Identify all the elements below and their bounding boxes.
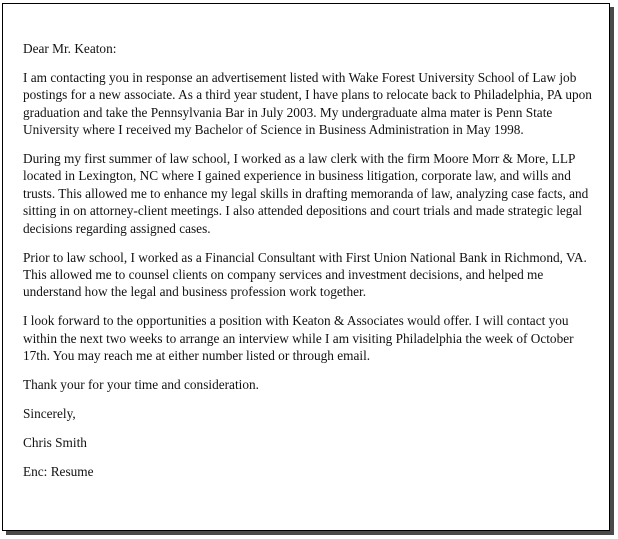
paragraph-law-clerk-experience: During my first summer of law school, I worked as a law clerk with the firm Moore Morr & More, LLP located in Lexington, NC where I gained experience in business litigation, corporate law, and wills and trusts. This allowed me to enhance my legal skills in drafting memoranda of law, analyzing case facts, and sitting in on attorney-client meetings. I also attended depositions and court trials and made strategic legal decisions regarding assigned cases. [23, 151, 589, 236]
paragraph-introduction: I am contacting you in response an advertisement listed with Wake Forest University School of Law job postings for a new associate. As a third year student, I have plans to relocate back to Philadelphia, PA upon graduation and take the Pennsylvania Bar in July 2003. My undergraduate alma mater is Penn State University where I received my Bachelor of Science in Business Administration in May 1998. [23, 69, 592, 138]
paragraph-prior-experience: Prior to law school, I worked as a Financial Consultant with First Union National Bank in Richmond, VA. This allowed me to counsel clients on company services and investment decisions, and helped me understand how the legal and business profession work together. [23, 249, 587, 300]
letter-frame [2, 3, 610, 531]
paragraph-thanks: Thank your for your time and consideration. [23, 377, 259, 392]
closing: Sincerely, [23, 405, 76, 421]
salutation: Dear Mr. Keaton: [23, 41, 117, 56]
enclosure-note: Enc: Resume [23, 463, 94, 479]
cover-letter [23, 40, 598, 492]
signature-name: Chris Smith [23, 434, 87, 450]
paragraph-follow-up: I look forward to the opportunities a position with Keaton & Associates would offer. I will contact you within the next two weeks to arrange an interview while I am visiting Philadelphia the week of October 17th. You may reach me at either number listed or through email. [23, 313, 574, 364]
